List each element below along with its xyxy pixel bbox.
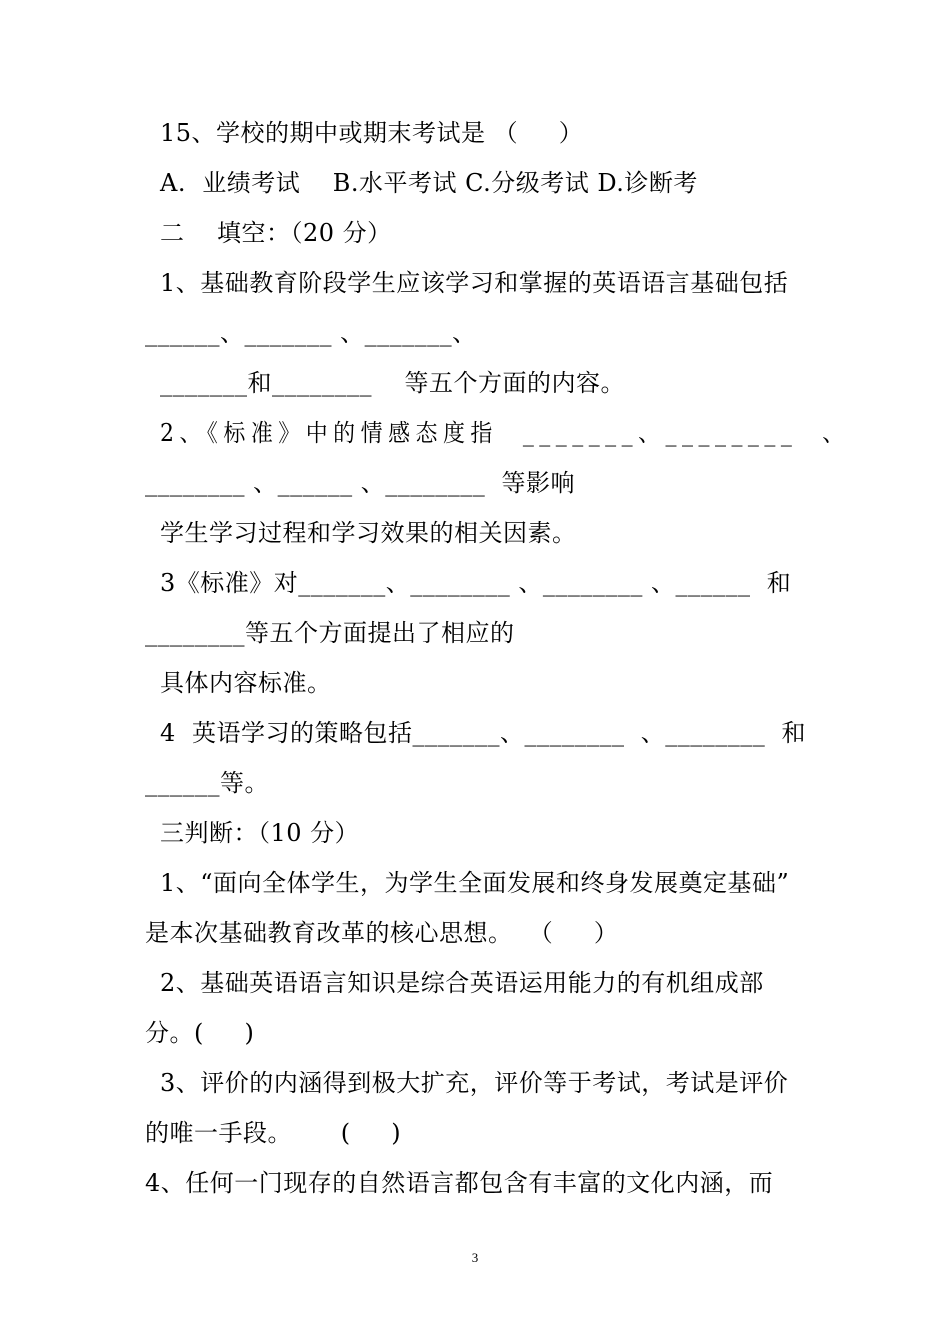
fill-question-2: 2、《标准》中的情感态度指 _______、________ 、 bbox=[160, 419, 850, 447]
section-true-false-heading: 三判断：（10 分） bbox=[160, 819, 360, 847]
fill-question-2-end: 学生学习过程和学习效果的相关因素。 bbox=[160, 519, 577, 547]
fill-question-2-blanks: ________ 、______ 、________ 等影响 bbox=[145, 469, 576, 497]
fill-question-3: 3《标准》对_______、________ 、________ 、______ 和 bbox=[160, 569, 792, 597]
tf-question-1: 1、“面向全体学生，为学生全面发展和终身发展奠定基础” bbox=[160, 869, 790, 897]
tf-question-3: 3、评价的内涵得到极大扩充，评价等于考试，考试是评价 bbox=[160, 1069, 789, 1097]
fill-question-3-end: 具体内容标准。 bbox=[160, 669, 332, 697]
fill-question-1: 1、基础教育阶段学生应该学习和掌握的英语语言基础包括 bbox=[160, 269, 789, 297]
tf-question-3-end: 的唯一手段。 ( ) bbox=[145, 1119, 402, 1147]
fill-question-4-end: ______等。 bbox=[145, 769, 269, 797]
fill-question-4: 4 英语学习的策略包括_______、________ 、________ 和 bbox=[160, 719, 807, 747]
section-fill-in-heading: 二 填空：（20 分） bbox=[160, 219, 392, 247]
question-15: 15、学校的期中或期末考试是 （ ） bbox=[160, 119, 584, 147]
fill-question-1-blanks-a: ______、_______ 、_______、 bbox=[145, 319, 477, 347]
page-number: 3 bbox=[471, 1250, 479, 1265]
question-15-options: A. 业绩考试 B.水平考试 C.分级考试 D.诊断考 bbox=[160, 169, 698, 197]
tf-question-4: 4、任何一门现存的自然语言都包含有丰富的文化内涵，而 bbox=[145, 1169, 774, 1197]
tf-question-2: 2、基础英语语言知识是综合英语运用能力的有机组成部 bbox=[160, 969, 764, 997]
tf-question-1-end: 是本次基础教育改革的核心思想。 （ ） bbox=[145, 919, 619, 947]
fill-question-3-blanks: ________等五个方面提出了相应的 bbox=[145, 619, 515, 647]
tf-question-2-end: 分。( ) bbox=[145, 1019, 255, 1047]
fill-question-1-blanks-b: _______和________ 等五个方面的内容。 bbox=[160, 369, 626, 397]
